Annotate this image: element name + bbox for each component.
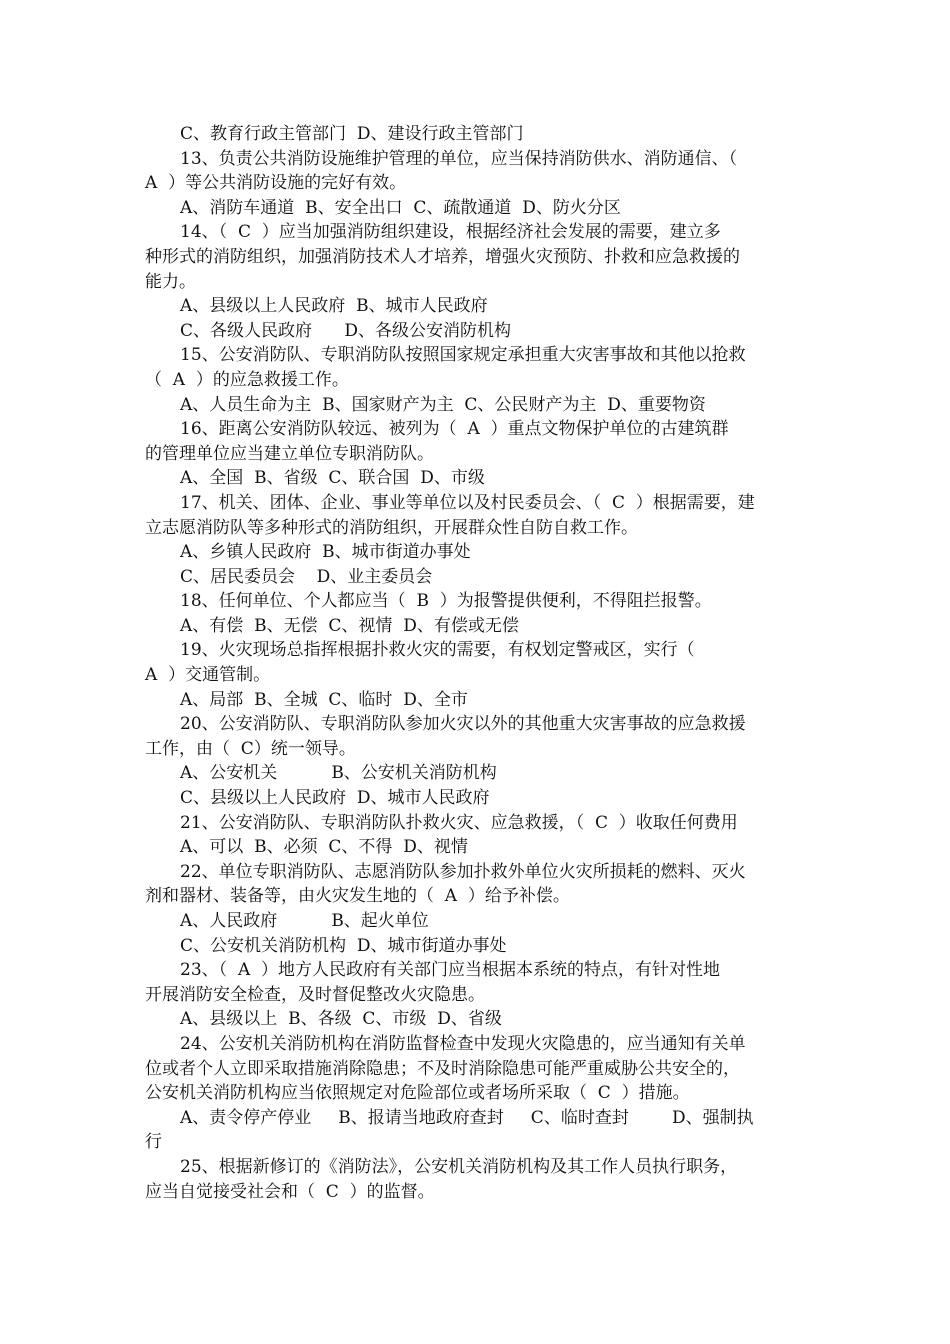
text-line: 24、公安机关消防机构在消防监督检查中发现火灾隐患的，应当通知有关单 bbox=[180, 1033, 746, 1054]
text-line: A、县级以上人民政府 B、城市人民政府 bbox=[180, 296, 488, 317]
text-line: 14、（ C ）应当加强消防组织建设，根据经济社会发展的需要，建立多 bbox=[180, 222, 721, 243]
text-line: 15、公安消防队、专职消防队按照国家规定承担重大灾害事故和其他以抢救 bbox=[180, 345, 746, 366]
text-line: （ A ）的应急救援工作。 bbox=[145, 369, 349, 390]
text-line: 21、公安消防队、专职消防队扑救火灾、应急救援，（ C ）收取任何费用 bbox=[180, 812, 738, 833]
text-line: 应当自觉接受社会和（ C ）的监督。 bbox=[145, 1181, 435, 1202]
text-line: 位或者个人立即采取措施消除隐患；不及时消除隐患可能严重威胁公共安全的， bbox=[145, 1058, 740, 1079]
text-line: A、可以 B、必须 C、不得 D、视情 bbox=[180, 837, 468, 858]
text-line: A ）等公共消防设施的完好有效。 bbox=[145, 173, 407, 194]
text-line: 19、火灾现场总指挥根据扑救火灾的需要，有权划定警戒区，实行（ bbox=[180, 640, 695, 661]
text-line: 23、（ A ）地方人民政府有关部门应当根据本系统的特点，有针对性地 bbox=[180, 960, 721, 981]
text-line: C、教育行政主管部门 D、建设行政主管部门 bbox=[180, 124, 524, 144]
text-line: A、县级以上 B、各级 C、市级 D、省级 bbox=[180, 1009, 502, 1030]
text-line: C、公安机关消防机构 D、城市街道办事处 bbox=[180, 935, 507, 956]
text-line: A、人员生命为主 B、国家财产为主 C、公民财产为主 D、重要物资 bbox=[180, 394, 706, 415]
text-line: A、人民政府 B、起火单位 bbox=[180, 911, 429, 931]
text-line: A、乡镇人民政府 B、城市街道办事处 bbox=[180, 542, 471, 563]
text-line: 18、任何单位、个人都应当（ B ）为报警提供便利，不得阻拦报警。 bbox=[180, 591, 712, 612]
text-line: 16、距离公安消防队较远、被列为（ A ）重点文物保护单位的古建筑群 bbox=[180, 419, 729, 440]
text-line: 13、负责公共消防设施维护管理的单位，应当保持消防供水、消防通信、（ bbox=[180, 148, 738, 169]
text-line: 行 bbox=[145, 1132, 162, 1153]
text-line: 工作，由（ C）统一领导。 bbox=[145, 738, 356, 759]
text-line: A ）交通管制。 bbox=[145, 665, 271, 686]
text-line: A、公安机关 B、公安机关消防机构 bbox=[180, 763, 497, 784]
text-line: 开展消防安全检查，及时督促整改火灾隐患。 bbox=[145, 984, 485, 1005]
text-line: C、县级以上人民政府 D、城市人民政府 bbox=[180, 788, 490, 809]
text-line: A、有偿 B、无偿 C、视情 D、有偿或无偿 bbox=[180, 615, 519, 636]
text-line: 的管理单位应当建立单位专职消防队。 bbox=[145, 443, 434, 464]
text-line: 公安机关消防机构应当依照规定对危险部位或者场所采取（ C ）措施。 bbox=[145, 1083, 690, 1104]
text-line: 22、单位专职消防队、志愿消防队参加扑救外单位火灾所损耗的燃料、灭火 bbox=[180, 861, 746, 882]
text-line: 剂和器材、装备等，由火灾发生地的（ A ）给予补偿。 bbox=[145, 886, 570, 907]
text-line: 立志愿消防队等多种形式的消防组织，开展群众性自防自救工作。 bbox=[145, 517, 638, 538]
text-line: 能力。 bbox=[145, 271, 196, 292]
text-line: A、局部 B、全城 C、临时 D、全市 bbox=[180, 689, 468, 710]
text-line: 17、机关、团体、企业、事业等单位以及村民委员会、（ C ）根据需要，建 bbox=[180, 492, 755, 513]
text-line: 20、公安消防队、专职消防队参加火灾以外的其他重大灾害事故的应急救援 bbox=[180, 714, 746, 735]
text-line: A、全国 B、省级 C、联合国 D、市级 bbox=[180, 468, 485, 489]
text-line: A、消防车通道 B、安全出口 C、疏散通道 D、防火分区 bbox=[180, 197, 621, 218]
text-line: C、居民委员会 D、业主委员会 bbox=[180, 566, 433, 587]
text-line: C、各级人民政府 D、各级公安消防机构 bbox=[180, 320, 512, 341]
text-line: 种形式的消防组织，加强消防技术人才培养，增强火灾预防、扑救和应急救援的 bbox=[145, 246, 740, 267]
text-line: 25、根据新修订的《消防法》，公安机关消防机构及其工作人员执行职务， bbox=[180, 1156, 738, 1177]
document-body bbox=[145, 122, 810, 1204]
text-line: A、责令停产停业 B、报请当地政府查封 C、临时查封 D、强制执 bbox=[180, 1107, 754, 1128]
